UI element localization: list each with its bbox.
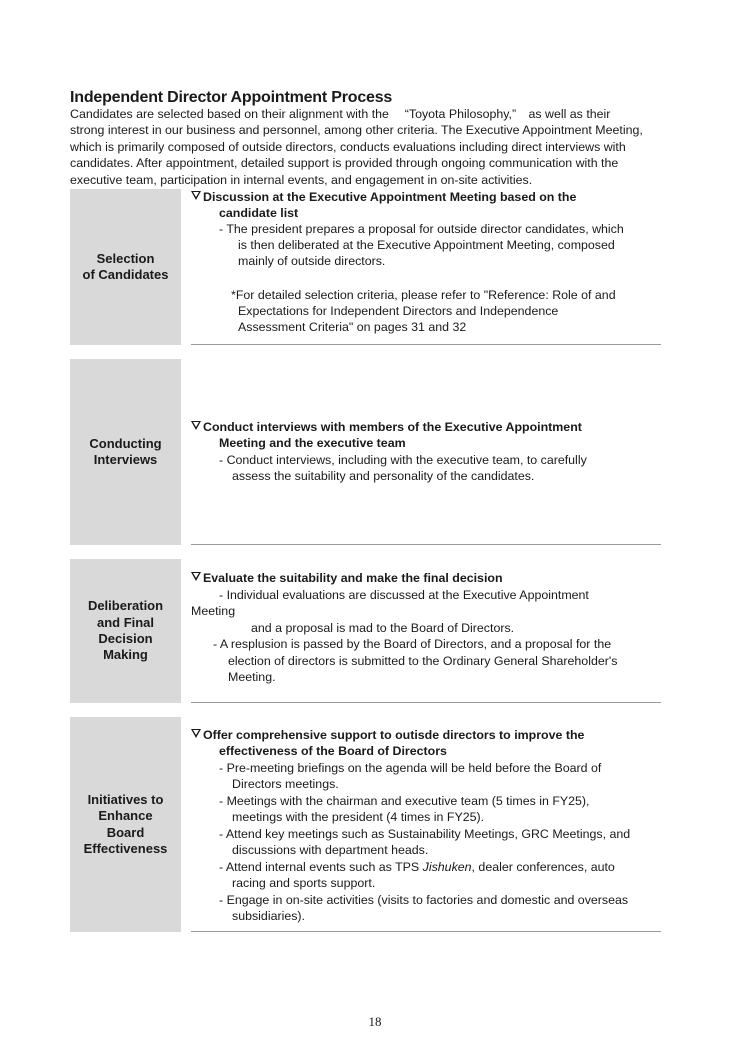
section-heading-cont: effectiveness of the Board of Directors — [219, 744, 447, 758]
section-selection-of-candidates — [70, 189, 661, 345]
bullet-item-cont: is then deliberated at the Executive Appointment Meeting, composed — [238, 238, 615, 252]
intro-line: Candidates are selected based on their alignment with the “Toyota Philosophy,” as well as their — [70, 107, 611, 121]
section-deliberation — [70, 559, 661, 703]
bullet-item-cont: election of directors is submitted to the Ordinary General Shareholder's — [228, 654, 618, 668]
reference-note-cont: Expectations for Independent Directors and Independence — [238, 304, 559, 318]
down-triangle-icon — [191, 572, 201, 581]
bullet-item: - Individual evaluations are discussed at the Executive Appointment — [219, 588, 589, 602]
intro-paragraph — [70, 106, 680, 188]
section-board-effectiveness — [70, 717, 661, 932]
bullet-item: - Conduct interviews, including with the executive team, to carefully — [219, 453, 587, 467]
intro-line: strong interest in our business and personnel, among other criteria. The Executive Appointment Meeting, — [70, 123, 643, 138]
intro-line: executive team, participation in internal events, and engagement in on-site activities. — [70, 172, 533, 187]
section-conducting-interviews — [70, 359, 661, 545]
bullet-item-cont: subsidiaries). — [232, 909, 305, 923]
section-heading-cont: candidate list — [219, 206, 299, 220]
bullet-item-cont: and a proposal is mad to the Board of Directors. — [251, 621, 515, 635]
bullet-item-cont: mainly of outside directors. — [238, 254, 386, 268]
section-heading: Conduct interviews with members of the Executive Appointment — [191, 419, 661, 435]
section-heading: Evaluate the suitability and make the final decision — [191, 570, 661, 586]
bullet-item: - A resplusion is passed by the Board of Directors, and a proposal for the — [213, 637, 612, 651]
section-content — [191, 559, 661, 703]
section-heading: Offer comprehensive support to outisde directors to improve the — [191, 727, 661, 743]
section-label: Conducting Interviews — [89, 435, 162, 467]
bullet-item: - Engage in on-site activities (visits to factories and domestic and overseas — [219, 893, 629, 907]
bullet-item-cont: Meeting. — [228, 670, 276, 684]
section-label-box — [70, 717, 181, 932]
bullet-item: - Attend key meetings such as Sustainability Meetings, GRC Meetings, and — [219, 827, 631, 841]
intro-line: which is primarily composed of outside directors, conducts evaluations including direct interviews with — [70, 139, 626, 154]
italic-term: Jishuken — [422, 860, 472, 874]
page-number: 18 — [368, 1014, 382, 1029]
bullet-item-cont: Directors meetings. — [232, 777, 339, 791]
section-label: Selection of Candidates — [82, 250, 169, 282]
section-content — [191, 189, 661, 345]
bullet-item: - Pre-meeting briefings on the agenda will be held before the Board of — [219, 761, 602, 775]
section-heading-cont: Meeting and the executive team — [219, 436, 406, 450]
down-triangle-icon — [191, 421, 201, 430]
bullet-item: - Meetings with the chairman and executive team (5 times in FY25), — [219, 794, 590, 808]
bullet-item-cont: racing and sports support. — [232, 876, 376, 890]
section-content — [191, 359, 661, 545]
reference-note: *For detailed selection criteria, please refer to "Reference: Role of and — [231, 288, 616, 302]
section-label-box — [70, 359, 181, 545]
down-triangle-icon — [191, 191, 201, 200]
bullet-item-cont: assess the suitability and personality of the candidates. — [232, 469, 535, 483]
section-label-box — [70, 189, 181, 345]
section-heading: Discussion at the Executive Appointment Meeting based on the — [191, 189, 661, 205]
section-label: Initiatives to Enhance Board Effectiveness — [83, 791, 168, 856]
reference-note-cont: Assessment Criteria" on pages 31 and 32 — [238, 320, 467, 334]
section-content — [191, 717, 661, 932]
intro-line: candidates. After appointment, detailed support is provided through ongoing communication with the — [70, 156, 619, 171]
bullet-item-cont: Meeting — [191, 604, 236, 618]
bullet-item: - The president prepares a proposal for outside director candidates, which — [219, 222, 624, 236]
section-label: Deliberation and Final Decision Making — [87, 598, 164, 663]
bullet-item: - Attend internal events such as TPS Jishuken, dealer conferences, auto — [219, 860, 615, 874]
bullet-item-cont: discussions with department heads. — [232, 843, 429, 857]
down-triangle-icon — [191, 729, 201, 738]
bullet-item-cont: meetings with the president (4 times in FY25). — [232, 810, 485, 824]
page-title: Independent Director Appointment Process — [70, 89, 393, 106]
section-label-box — [70, 559, 181, 703]
